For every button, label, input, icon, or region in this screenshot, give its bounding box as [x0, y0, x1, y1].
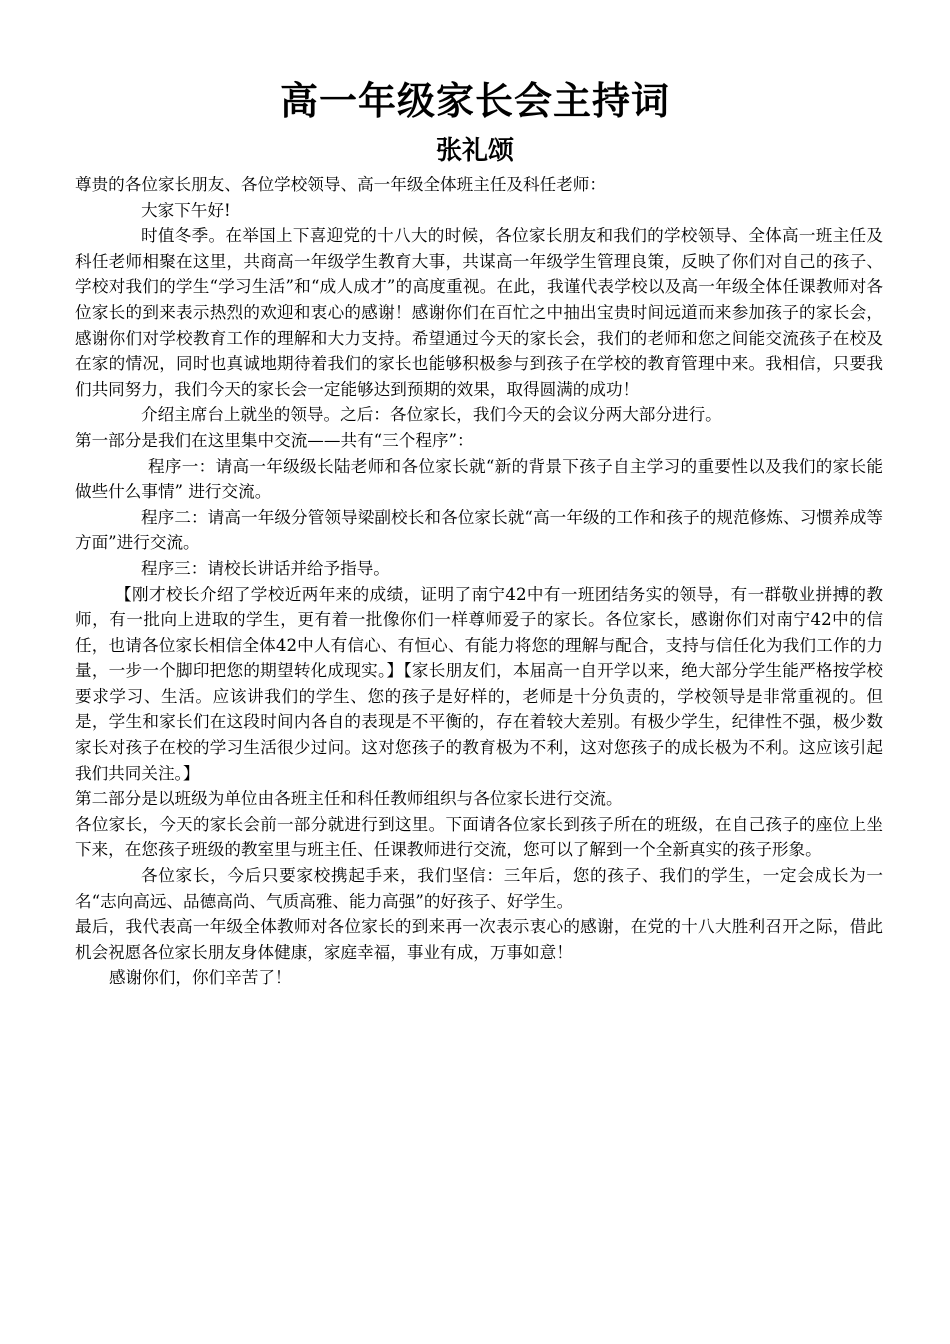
- document-author: 张礼颂: [435, 136, 514, 166]
- paragraph: 尊贵的各位家长朋友、各位学校领导、高一年级全体班主任及科任老师：: [75, 175, 606, 194]
- paragraph: 各位家长，今后只要家校携起手来，我们坚信：三年后，您的孩子、我们的学生，一定会成长为一名“志向高远、品德高尚、气质高雅、能力高强”的好孩子、好学生。: [75, 866, 883, 911]
- paragraph: 程序三：请校长讲话并给予指导。: [141, 558, 390, 578]
- paragraph: 程序二：请高一年级分管领导梁副校长和各位家长就“高一年级的工作和孩子的规范修炼、习惯养成等方面”进行交流。: [75, 507, 883, 553]
- paragraph: 第二部分是以班级为单位由各班主任和科任教师组织与各位家长进行交流。: [75, 789, 623, 809]
- paragraph: 时值冬季。在举国上下喜迎党的十八大的时候，各位家长朋友和我们的学校领导、全体高一班主任及科任老师相聚在这里，共商高一年级学生教育大事，共谋高一年级学生管理良策，反映了你们对自己的孩子、学校对我们的学生“学习生活”和“成人成才”的高度重视。在此，我谨代表学校以及高一年级全体任课教师对各位家长的到来表示热烈的欢迎和衷心的感谢！感谢你们在百忙之中抽出宝贵时间远道而来参加孩子的家长会，感谢你们对学校教育工作的理解和大力支持。希望通过今天的家长会，我们的老师和您之间能交流孩子在校及在家的情况，同时也真诚地期待着我们的家长也能够积极参与到孩子在学校的教育管理中来。我相信，只要我们共同努力，我们今天的家长会一定能够达到预期的效果，取得圆满的成功！: [75, 226, 883, 399]
- paragraph: 感谢你们，你们辛苦了！: [109, 968, 292, 988]
- paragraph: 程序一：请高一年级级长陆老师和各位家长就“新的背景下孩子自主学习的重要性以及我们的家长能做些什么事情” 进行交流。: [75, 456, 883, 502]
- paragraph: 介绍主席台上就坐的领导。之后：各位家长，我们今天的会议分两大部分进行。: [141, 405, 722, 425]
- paragraph: 最后，我代表高一年级全体教师对各位家长的到来再一次表示衷心的感谢，在党的十八大胜利召开之际，借此机会祝愿各位家长朋友身体健康，家庭幸福，事业有成，万事如意！: [75, 917, 883, 962]
- document-title: 高一年级家长会主持词: [279, 79, 670, 123]
- paragraph: 大家下午好!: [141, 200, 231, 220]
- paragraph: 各位家长，今天的家长会前一部分就进行到这里。下面请各位家长到孩子所在的班级，在自己孩子的座位上坐下来，在您孩子班级的教室里与班主任、任课教师进行交流，您可以了解到一个全新真实的孩子形象。: [75, 814, 883, 860]
- paragraph: 第一部分是我们在这里集中交流——共有“三个程序”：: [75, 430, 474, 450]
- paragraph: 【刚才校长介绍了学校近两年来的成绩，证明了南宁42中有一班团结务实的领导，有一群敬业拼搏的教师，有一批向上进取的学生，更有着一批像你们一样尊师爱子的家长。各位家长，感谢你们对南宁42中的信任，也请各位家长相信全体42中人有信心、有恒心、有能力将您的理解与配合，支持与信任化为我们工作的力量，一步一个脚印把您的期望转化成现实。】【家长朋友们，本届高一自开学以来，绝大部分学生能严格按学校要求学习、生活。应该讲我们的学生、您的孩子是好样的，老师是十分负责的，学校领导是非常重视的。但是，学生和家长们在这段时间内各自的表现是不平衡的，存在着较大差别。有极少学生，纪律性不强，极少数家长对孩子在校的学习生活很少过问。这对您孩子的教育极为不利，这对您孩子的成长极为不利。这应该引起我们共同关注。】: [75, 584, 883, 783]
- document-body: [75, 172, 883, 991]
